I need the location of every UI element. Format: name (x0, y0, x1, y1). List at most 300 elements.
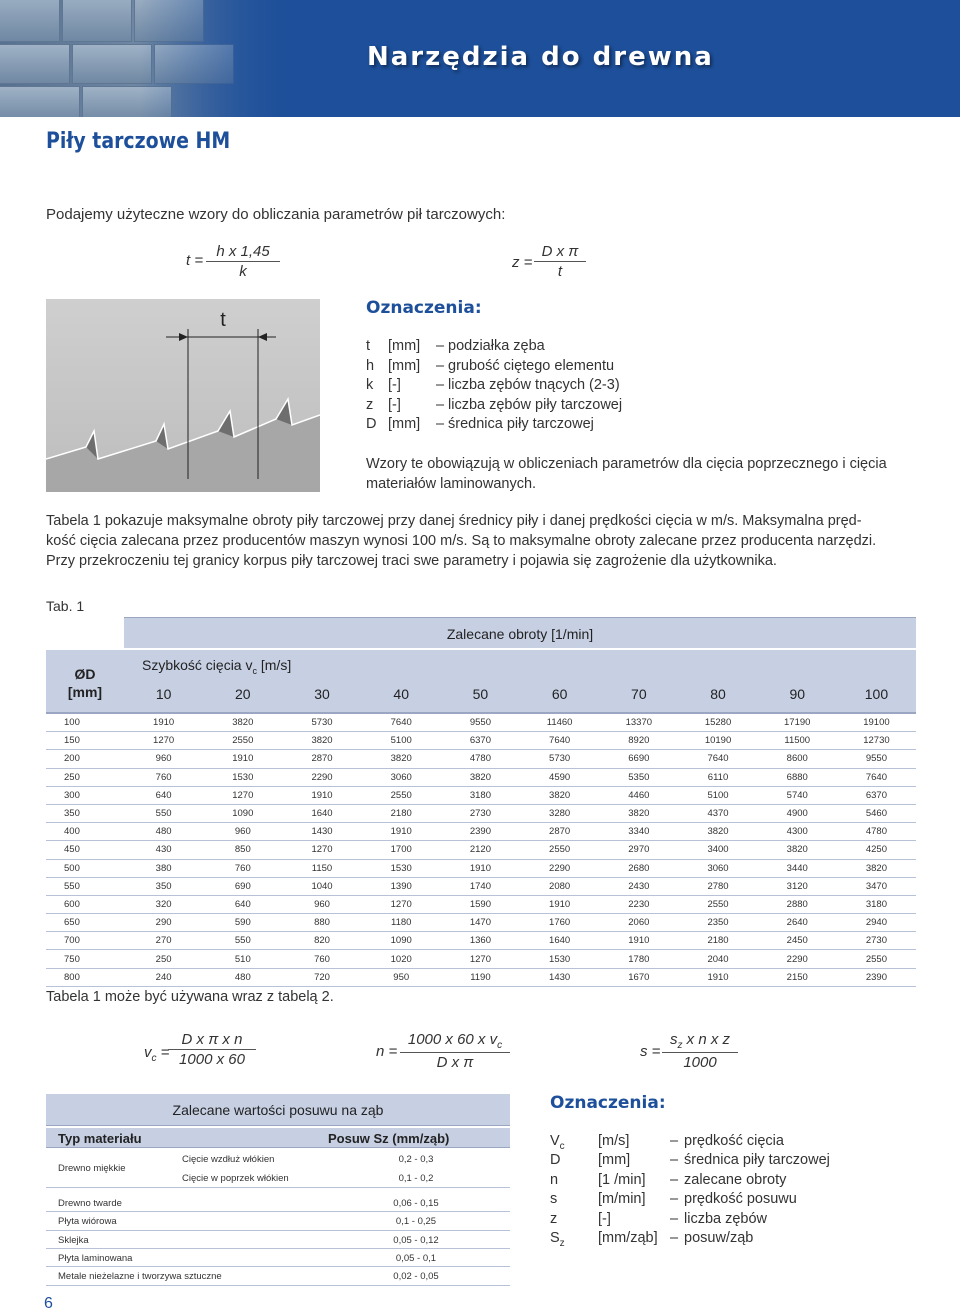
table-row (46, 969, 916, 987)
feed-row (46, 1267, 510, 1286)
legend-row (366, 416, 926, 436)
legend2-row (550, 1152, 930, 1171)
formula-z-denominator: t (557, 263, 563, 280)
formula-s-fraction (662, 1031, 738, 1071)
speed-column-header: 40 (393, 686, 409, 702)
rpm-cell: 250 (155, 953, 172, 965)
legend-dash: – (436, 396, 445, 413)
table-row (46, 914, 916, 932)
speed-header (142, 657, 291, 676)
rpm-cell: 1910 (232, 753, 254, 765)
table-row (46, 878, 916, 896)
rpm-cell: 1780 (628, 953, 650, 965)
legend2-symbol (550, 1152, 560, 1171)
rpm-cell: 3180 (469, 789, 491, 801)
rpm-cell: 5740 (786, 789, 808, 801)
rpm-cell: 1640 (549, 935, 571, 947)
feed-row (46, 1231, 510, 1249)
rpm-cell: 1740 (469, 880, 491, 892)
rpm-cell: 1390 (390, 880, 412, 892)
rpm-cell: 960 (234, 826, 251, 838)
feed-value-cell: 0,1 - 0,25 (395, 1216, 437, 1227)
legend-unit: [mm] (388, 338, 421, 354)
rpm-cell: 1910 (153, 717, 175, 729)
feed-table-title-bar (46, 1094, 510, 1126)
rpm-cell: 2230 (628, 898, 650, 910)
rpm-cell: 2430 (628, 880, 650, 892)
rpm-cell: 2390 (865, 971, 887, 983)
legend2-symbol-text: s (550, 1191, 558, 1208)
header-wood-photo (0, 0, 300, 117)
rpm-cell: 3060 (390, 771, 412, 783)
rpm-cell: 6370 (469, 735, 491, 747)
legend-note: Wzory te obowiązują w obliczeniach parametrów dla cięcia poprzecznego i cięcia materiałów laminowanych. (366, 456, 887, 492)
feed-table-title: Zalecane wartości posuwu na ząb (172, 1102, 384, 1118)
rpm-cell: 960 (314, 898, 330, 910)
diameter-cell: 300 (64, 789, 80, 801)
legend2-description: średnica piły tarczowej (684, 1152, 830, 1169)
speed-column-header: 30 (314, 686, 330, 702)
material-cell: Płyta laminowana (58, 1253, 133, 1264)
formula-vc-symbol: v (144, 1044, 152, 1061)
diameter-cell: 600 (64, 898, 80, 910)
sub-type-cell: Cięcie w poprzek włókien (182, 1173, 289, 1184)
diameter-header-unit: [mm] (67, 684, 103, 700)
intro-text: Podajemy użyteczne wzory do obliczania parametrów pił tarczowych: (46, 206, 506, 223)
feed-column-header: Posuw Sz (mm/ząb) (328, 1131, 450, 1146)
feed-value-cell: 0,06 - 0,15 (393, 1198, 439, 1209)
formula-t (186, 252, 203, 269)
rpm-cell: 3440 (786, 862, 808, 874)
rpm-cell: 1090 (390, 935, 412, 947)
rpm-cell: 820 (314, 935, 330, 947)
rpm-cell: 5730 (549, 753, 571, 765)
formula-z-fraction (534, 243, 586, 280)
rpm-cell: 5460 (865, 808, 887, 820)
rpm-cell: 550 (155, 808, 172, 820)
table-note: Tabela 1 może być używana wraz z tabelą 2. (46, 989, 334, 1005)
rpm-cell: 760 (234, 862, 251, 874)
rpm-cell: 720 (314, 971, 330, 983)
formula-vc-subscript: c (151, 1053, 157, 1064)
rpm-cell: 2970 (628, 844, 650, 856)
feed-value-cell: 0,2 - 0,3 (398, 1154, 434, 1165)
rpm-cell: 2730 (865, 935, 887, 947)
material-cell: Płyta wiórowa (58, 1216, 117, 1227)
sub-type-cell: Cięcie wzdłuż włókien (182, 1154, 275, 1165)
rpm-cell: 2290 (786, 953, 808, 965)
rpm-cell: 1530 (390, 862, 412, 874)
feed-table-header (46, 1128, 510, 1148)
rpm-cell: 240 (155, 971, 172, 983)
rpm-cell: 2780 (707, 880, 729, 892)
rpm-cell: 3340 (628, 826, 650, 838)
rpm-cell: 8600 (786, 753, 808, 765)
speed-column-header: 20 (235, 686, 251, 702)
rpm-cell: 1090 (232, 808, 254, 820)
legend-symbol: k (366, 377, 374, 394)
rpm-cell: 1470 (469, 917, 491, 929)
formula-vc-denominator: 1000 x 60 (179, 1051, 245, 1068)
rpm-cell: 6880 (786, 771, 808, 783)
formula-s-numerator-symbol: s (669, 1031, 678, 1048)
rpm-cell: 2080 (549, 880, 571, 892)
rpm-cell: 590 (234, 917, 251, 929)
rpm-cell: 1590 (469, 898, 491, 910)
legend-title: Oznaczenia: (366, 298, 482, 318)
legend2-row (550, 1191, 930, 1210)
rpm-cell: 1910 (390, 826, 412, 838)
rpm-cell: 4300 (786, 826, 808, 838)
rpm-cell: 3820 (865, 862, 887, 874)
speed-column-header: 50 (472, 686, 489, 702)
legend-description: grubość ciętego elementu (448, 357, 615, 374)
rpm-cell: 2550 (865, 953, 887, 965)
rpm-cell: 5100 (390, 735, 412, 747)
speed-columns (124, 686, 916, 702)
legend-dash: – (436, 357, 445, 374)
legend2-dash: – (670, 1133, 679, 1149)
rpm-cell: 550 (234, 935, 251, 947)
rpm-cell: 8920 (628, 735, 650, 747)
formula-n-numerator-text: 1000 x 60 x v (407, 1031, 498, 1048)
rpm-cell: 6370 (865, 789, 887, 801)
header-title: Narzędzia do drewna (367, 42, 714, 72)
speed-header-subscript: c (252, 665, 257, 676)
diameter-cell: 350 (64, 808, 80, 820)
rpm-cell: 2940 (865, 917, 887, 929)
rpm-cell: 690 (234, 880, 251, 892)
legend-symbol: D (366, 416, 377, 433)
legend-symbol: h (366, 357, 375, 374)
rpm-cell: 2550 (549, 844, 571, 856)
legend2-unit: [m/min] (598, 1191, 646, 1208)
legend2-description: liczba zębów (684, 1210, 768, 1227)
formula-s-numerator-rest: x n x z (682, 1031, 730, 1048)
feed-value-cell: 0,05 - 0,12 (393, 1235, 439, 1246)
rpm-cell: 2290 (311, 771, 333, 783)
legend-row (366, 338, 926, 358)
feed-value-cell: 0,02 - 0,05 (393, 1271, 439, 1282)
feed-row (46, 1169, 510, 1188)
rpm-cell: 5730 (311, 717, 333, 729)
legend-row (366, 377, 926, 397)
legend-description: podziałka zęba (448, 338, 545, 354)
description-paragraph (46, 511, 926, 571)
formula-s-numerator (662, 1031, 738, 1053)
diameter-cell: 550 (64, 880, 80, 892)
rpm-cell: 2040 (707, 953, 729, 965)
feed-value-cell: 0,1 - 0,2 (398, 1173, 434, 1184)
rpm-cell: 4780 (865, 826, 887, 838)
diameter-cell: 800 (64, 971, 80, 983)
rpm-cell: 640 (234, 898, 251, 910)
rpm-cell: 3820 (549, 789, 571, 801)
rpm-cell: 2550 (390, 789, 412, 801)
rpm-cell: 2730 (469, 808, 491, 820)
page-title: Piły tarczowe HM (46, 129, 231, 154)
rpm-table-title: Zalecane obroty [1/min] (446, 626, 594, 642)
rpm-cell: 1670 (628, 971, 650, 983)
table-row (46, 823, 916, 841)
rpm-cell: 480 (155, 826, 172, 838)
rpm-cell: 320 (155, 898, 172, 910)
paragraph-line: Tabela 1 pokazuje maksymalne obroty piły tarczowej przy danej średnicy piły i danej prędkości cięcia w m/s. Maksymalna pręd- (46, 513, 862, 529)
speed-column-header: 60 (551, 686, 568, 702)
rpm-cell: 2870 (549, 826, 571, 838)
legend-description: liczba zębów tnących (2-3) (448, 377, 620, 394)
table-row (46, 932, 916, 950)
formula-s-lhs: s = (640, 1043, 661, 1060)
rpm-cell: 3470 (865, 880, 887, 892)
table-row (46, 714, 916, 732)
paragraph-line: kość cięcia zalecana przez producentów maszyn wynosi 100 m/s. Są to maksymalne obroty zalecane przez producenta narzędzi. (46, 533, 877, 549)
legend2-unit: [mm/ząb] (598, 1229, 658, 1246)
rpm-cell: 2150 (786, 971, 808, 983)
rpm-cell: 3820 (311, 735, 333, 747)
rpm-cell: 1020 (390, 953, 412, 965)
speed-column-header: 90 (789, 686, 806, 702)
diameter-cell: 650 (64, 917, 80, 929)
rpm-cell: 4370 (707, 808, 729, 820)
speed-header-text: Szybkość cięcia v (142, 657, 253, 673)
rpm-cell: 9550 (865, 753, 887, 765)
legend-dash: – (436, 338, 445, 354)
rpm-cell: 1270 (469, 953, 491, 965)
formula-t-denominator: k (239, 263, 247, 280)
formula-z (512, 254, 532, 271)
table-row (46, 805, 916, 823)
rpm-cell: 270 (155, 935, 172, 947)
formula-t-numerator: h x 1,45 (206, 243, 280, 262)
speed-column-header: 100 (864, 686, 889, 702)
rpm-cell: 5350 (628, 771, 650, 783)
rpm-cell: 290 (155, 917, 172, 929)
rpm-cell: 15280 (704, 717, 732, 729)
rpm-table-header (46, 650, 916, 714)
rpm-cell: 350 (155, 880, 172, 892)
rpm-cell: 17190 (784, 717, 811, 729)
formula-z-lhs: z = (512, 254, 533, 271)
diameter-cell: 100 (64, 717, 80, 729)
rpm-cell: 2640 (786, 917, 808, 929)
rpm-cell: 11500 (784, 735, 811, 747)
rpm-cell: 7640 (549, 735, 571, 747)
legend2-symbol (550, 1230, 565, 1249)
legend2-description: zalecane obroty (684, 1171, 787, 1188)
speed-column-header: 70 (631, 686, 647, 702)
material-cell: Drewno miękkie (58, 1163, 126, 1174)
formula-s-denominator: 1000 (683, 1054, 717, 1071)
table-row (46, 787, 916, 805)
material-cell: Sklejka (58, 1235, 89, 1246)
material-column-header: Typ materiału (58, 1131, 142, 1146)
rpm-cell: 1190 (470, 971, 491, 983)
legend2-dash: – (670, 1152, 679, 1169)
rpm-cell: 13370 (625, 717, 653, 729)
rpm-cell: 1430 (311, 826, 333, 838)
rpm-cell: 7640 (865, 771, 887, 783)
rpm-cell: 3820 (469, 771, 491, 783)
rpm-cell: 2180 (707, 935, 729, 947)
rpm-cell: 2870 (311, 753, 333, 765)
formula-z-numerator: D x π (534, 243, 586, 262)
rpm-cell: 640 (155, 789, 172, 801)
feed-row (46, 1150, 510, 1174)
feed-value-cell: 0,05 - 0,1 (395, 1253, 437, 1264)
feed-row (46, 1249, 510, 1267)
rpm-cell: 3820 (707, 826, 729, 838)
diagram-pitch-label: t (220, 309, 226, 331)
rpm-cell: 760 (155, 771, 172, 783)
rpm-cell: 510 (234, 953, 251, 965)
rpm-cell: 6690 (628, 753, 650, 765)
rpm-cell: 1640 (311, 808, 333, 820)
diameter-cell: 450 (64, 844, 80, 856)
rpm-cell: 4250 (865, 844, 887, 856)
rpm-table-top-header (124, 617, 916, 648)
legend2-row (550, 1230, 930, 1249)
rpm-cell: 3400 (707, 844, 729, 856)
table-row (46, 896, 916, 914)
diameter-cell: 700 (64, 935, 80, 947)
legend2-symbol-text: V (550, 1133, 560, 1149)
legend2-symbol-subscript: c (559, 1140, 565, 1152)
legend2-row (550, 1133, 930, 1152)
rpm-cell: 1360 (469, 935, 491, 947)
rpm-cell: 3820 (390, 753, 412, 765)
page-number: 6 (44, 1295, 53, 1312)
rpm-cell: 3060 (707, 862, 729, 874)
rpm-cell: 1150 (311, 862, 333, 874)
diameter-header-symbol: ØD (74, 666, 96, 682)
legend2-symbol (550, 1191, 557, 1210)
rpm-cell: 1910 (469, 862, 491, 874)
table-row (46, 750, 916, 768)
rpm-cell: 380 (155, 862, 172, 874)
legend-symbol: t (366, 338, 371, 354)
rpm-cell: 3120 (786, 880, 808, 892)
formula-vc-numerator: D x π x n (168, 1031, 256, 1050)
legend2-symbol-text: D (550, 1152, 561, 1169)
formula-vc-lhs (144, 1044, 169, 1064)
formula-s-subscript: z (677, 1040, 683, 1051)
diameter-cell: 200 (64, 753, 80, 765)
speed-column-header: 10 (155, 686, 172, 702)
rpm-cell: 850 (234, 844, 251, 856)
rpm-cell: 4900 (786, 808, 808, 820)
rpm-cell: 2060 (628, 917, 650, 929)
legend2-dash: – (670, 1171, 679, 1188)
rpm-cell: 1270 (232, 789, 254, 801)
formula-vc-fraction (168, 1031, 256, 1068)
diameter-cell: 750 (64, 953, 80, 965)
diameter-cell: 400 (64, 826, 80, 838)
rpm-cell: 5100 (707, 789, 729, 801)
rpm-cell: 2880 (786, 898, 808, 910)
formula-t-fraction (206, 243, 280, 280)
legend2-dash: – (670, 1191, 679, 1208)
rpm-cell: 1270 (153, 735, 175, 747)
rpm-cell: 960 (155, 753, 172, 765)
rpm-cell: 4590 (549, 771, 571, 783)
rpm-cell: 1910 (707, 971, 729, 983)
formula-n-subscript: c (497, 1040, 503, 1051)
table-label: Tab. 1 (46, 598, 85, 614)
paragraph-line: Przy przekroczeniu tej granicy korpus piły tarczowej traci swe parametry i pojawia się zagrożenie dla użytkownika. (46, 553, 777, 569)
rpm-cell: 7640 (707, 753, 729, 765)
legend2-symbol (550, 1133, 565, 1152)
table-row (46, 769, 916, 787)
feed-row (46, 1194, 510, 1212)
table-row (46, 732, 916, 750)
rpm-cell: 2550 (232, 735, 254, 747)
rpm-cell: 430 (155, 844, 172, 856)
rpm-cell: 6110 (707, 771, 729, 783)
legend2-symbol-text: z (550, 1210, 558, 1227)
rpm-cell: 760 (314, 953, 330, 965)
legend2-title: Oznaczenia: (550, 1093, 666, 1113)
rpm-cell: 12730 (863, 735, 890, 747)
rpm-cell: 950 (393, 971, 410, 983)
rpm-cell: 2120 (469, 844, 491, 856)
rpm-cell: 7640 (390, 717, 412, 729)
rpm-cell: 4780 (469, 753, 491, 765)
legend-list (366, 338, 926, 436)
rpm-cell: 4460 (628, 789, 650, 801)
table-row (46, 841, 916, 859)
rpm-cell: 1910 (311, 789, 333, 801)
rpm-cell: 1040 (311, 880, 333, 892)
rpm-cell: 11460 (546, 717, 573, 729)
legend2-dash: – (670, 1210, 679, 1227)
saw-tooth-diagram (46, 299, 320, 492)
rpm-cell: 3820 (628, 808, 650, 820)
formula-n-fraction (400, 1031, 510, 1071)
diameter-cell: 500 (64, 862, 80, 874)
rpm-cell: 1760 (549, 917, 571, 929)
table-row (46, 860, 916, 878)
speed-header-unit: [m/s] (260, 657, 292, 673)
legend-symbol: z (366, 396, 374, 413)
formula-n-numerator (400, 1031, 510, 1053)
legend2-symbol-text: n (550, 1171, 559, 1188)
legend2-row (550, 1172, 930, 1191)
feed-row (46, 1212, 510, 1231)
rpm-cell: 1430 (549, 971, 571, 983)
legend2-dash: – (670, 1229, 679, 1246)
legend2-list (550, 1133, 930, 1249)
rpm-cell: 3180 (865, 898, 887, 910)
diameter-header (46, 665, 124, 701)
formula-n-denominator: D x π (436, 1054, 474, 1071)
rpm-cell: 1270 (390, 898, 412, 910)
table-row (46, 950, 916, 968)
rpm-cell: 2180 (390, 808, 412, 820)
legend2-symbol-text: S (550, 1229, 560, 1246)
legend2-symbol-subscript: z (559, 1237, 565, 1249)
rpm-cell: 2450 (786, 935, 808, 947)
legend2-description: posuw/ząb (684, 1229, 754, 1246)
formula-vc-equals: = (160, 1044, 170, 1061)
rpm-cell: 19100 (863, 717, 890, 729)
legend2-symbol (550, 1172, 558, 1191)
rpm-cell: 2390 (469, 826, 491, 838)
diameter-cell: 150 (64, 735, 80, 747)
legend2-row (550, 1211, 930, 1230)
formula-n-lhs: n = (376, 1043, 398, 1060)
legend-unit: [mm] (388, 357, 421, 374)
